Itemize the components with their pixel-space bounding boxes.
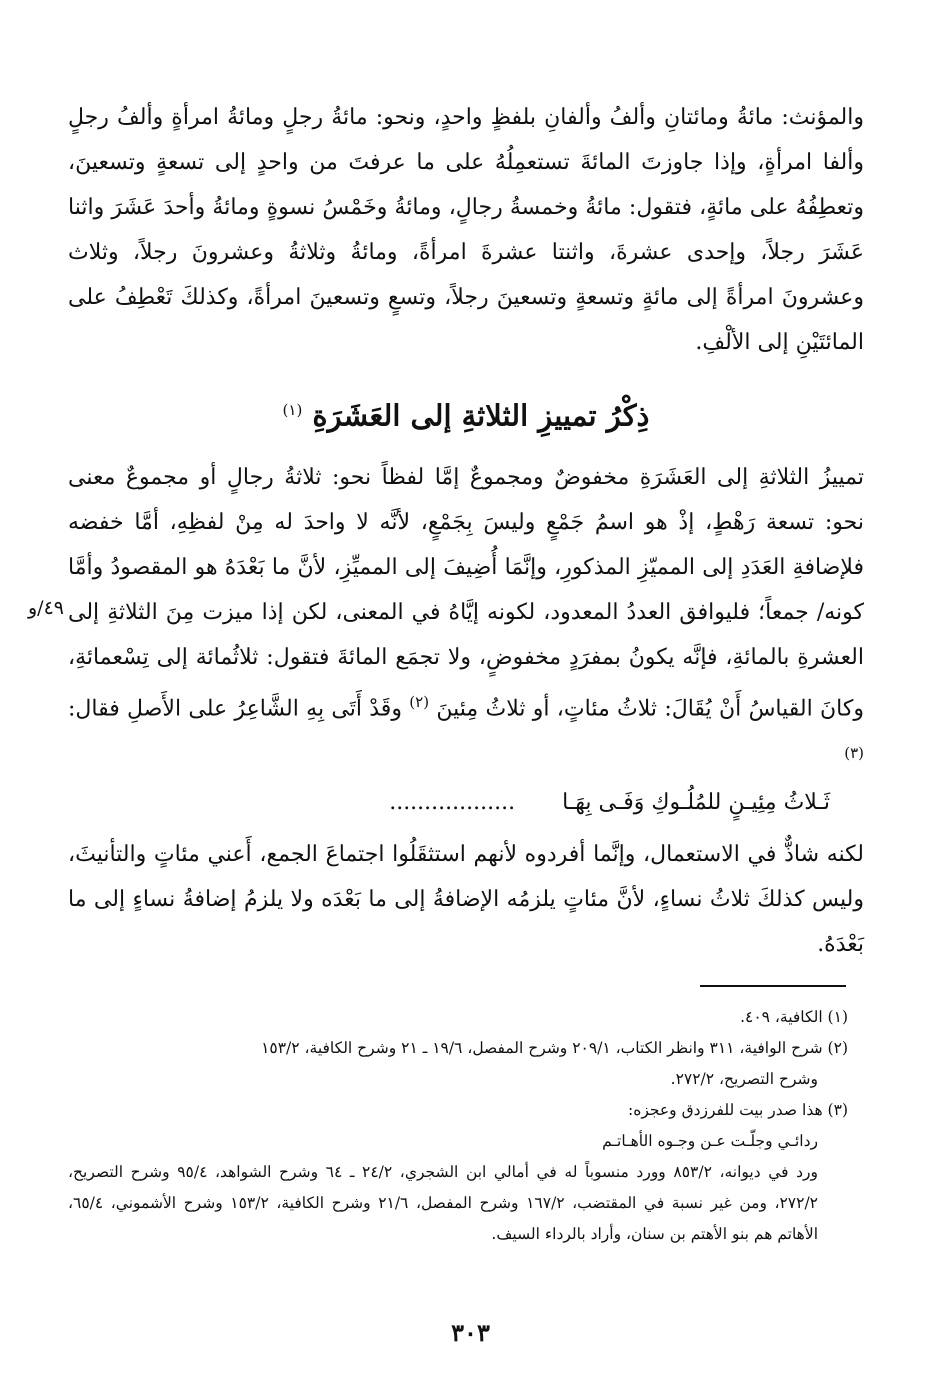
footnote-ref-2: (٢) — [409, 693, 430, 711]
footnote-3-verse: ردائـي وجلّـت عـن وجـوه الأهـاتـم — [602, 1132, 818, 1150]
paragraph-tamyiz-text-2: وقَدْ أَتَى بِهِ الشَّاعِرُ على الأَصلِ فقال: — [68, 696, 402, 722]
poem-line: ثَـلاثُ مِئِيـنٍ للمُلُـوكِ وَفَـى بِهَـا — [562, 790, 830, 815]
paragraph-conclusion-text: لكنه شاذٌّ في الاستعمال، وإنَّما أفردوه لأنهم استثقَلُوا اجتماعَ الجمع، أَعني مئاتٍ والتأنيثَ، وليس كذلكَ ثلاثُ نساءٍ، لأنَّ مئاتٍ يلزمُه الإضافةُ إلى ما بَعْدَه ولا يلزمُ إضافةُ نساءٍ إلى ما بَعْدَهُ. — [68, 842, 864, 957]
paragraph-tamyiz-text-1: تمييزُ الثلاثةِ إلى العَشَرَةِ مخفوضٌ ومجموعٌ إمَّا لفظاً نحو: ثلاثةُ رجالٍ أو مجموعٌ معنى نحو: تسعة رَهْطٍ، إذْ هو اسمُ جَمْعٍ وليسَ بِجَمْعٍ، لأنَّه لا واحدَ له مِنْ لفظِهِ، أمَّا خفضه فلإضافةِ العَدَدِ إلى المميّزِ المذكورِ، وإنَّمَا أُضِيفَ إلى المميِّزِ، لأنَّ ما بَعْدَهُ هو المقصودُ وأمَّا كونه/ جمعاً؛ فليوافق العددُ المعدود، لكونه إيَّاهُ في المعنى، لكن إذا ميزت مِنَ الثلاثةِ إلى العشرةِ بالمائةِ، فإنَّه يكونُ بمفرَدٍ مخفوضٍ، ولا تجمَع المائةَ فتقول: ثلاثُمائة إلى تِسْعمائةِ، وكانَ القياسُ أَنْ يُقَالَ: ثلاثُ مئاتٍ، أو ثلاثُ مِئينَ — [68, 465, 864, 722]
poem-ellipsis: .................. — [389, 790, 516, 815]
footnotes — [68, 1002, 848, 1250]
heading-footnote-ref: (١) — [282, 401, 303, 419]
footnote-2 — [68, 1033, 848, 1095]
manuscript-folio-note: ٤٩/و — [28, 597, 64, 619]
footnote-3 — [68, 1095, 848, 1250]
footnote-2-line-1: (٢) شرح الوافية، ٣١١ وانظر الكتاب، ٢٠٩/١ وشرح المفصل، ١٩/٦ ـ ٢١ وشرح الكافية، ١٥٣/٢ — [261, 1039, 848, 1057]
paragraph-tamyiz — [68, 455, 864, 783]
footnote-1: (١) الكافية، ٤٠٩. — [740, 1008, 848, 1026]
paragraph-intro — [68, 95, 864, 365]
section-heading-text: ذِكْرُ تمييزِ الثلاثةِ إلى العَشَرَةِ — [312, 398, 650, 433]
footnote-separator — [700, 985, 846, 987]
poem-verse — [150, 780, 830, 825]
paragraph-conclusion — [68, 832, 864, 967]
page-number: ٣٠٣ — [451, 1318, 490, 1347]
section-heading — [68, 386, 864, 440]
footnote-3-sources: ورد في ديوانه، ٨٥٣/٢ وورد منسوباً له في أمالي ابن الشجري، ٢٤/٢ ـ ٦٤ وشرح الشواهد، ٩٥/٤ وشرح التصريح، ٢٧٢/٢، ومن غير نسبة في المقتضب، ١٦٧/٢ وشرح المفصل، ٢١/٦ وشرح الكافية، ١٥٣/٢ وشرح الأشموني، ٦٥/٤، الأهاتم هم بنو الأهتم بن سنان، وأراد بالرداء السيف. — [68, 1163, 819, 1243]
footnote-ref-3: (٣) — [844, 744, 864, 763]
footnote-2-line-2: وشرح التصريح، ٢٧٢/٢. — [670, 1070, 818, 1088]
paragraph-intro-text: والمؤنث: مائةُ ومائتانِ وألفُ وألفانِ بلفظٍ واحدٍ، ونحو: مائةُ رجلٍ ومائةُ امرأةٍ وألفُ رجلٍ وألفا امرأةٍ، وإذا جاوزتَ المائةَ تستعمِلُهُ على ما عرفتَ من واحدٍ إلى تسعةٍ وتسعينَ، وتعطِفُهُ على مائةٍ، فتقول: مائةُ وخمسةُ رجالٍ، ومائةُ وخَمْسُ نسوةٍ ومائةُ وأحدَ عَشَرَ واثنا عَشَرَ رجلاً، وإحدى عشرةَ، واثنتا عشرةَ امرأةً، ومائةُ وثلاثةُ وعشرونَ رجلاً، وثلاث وعشرونَ امرأةً إلى مائةٍ وتسعةٍ وتسعينَ رجلاً، وتسعٍ وتسعينَ امرأةً، وكذلكَ تَعْطِفُ على المائتَيْنِ إلى الألْفِ. — [68, 105, 864, 355]
footnote-3-line-1: (٣) هذا صدر بيت للفرزدق وعجزه: — [628, 1101, 848, 1119]
